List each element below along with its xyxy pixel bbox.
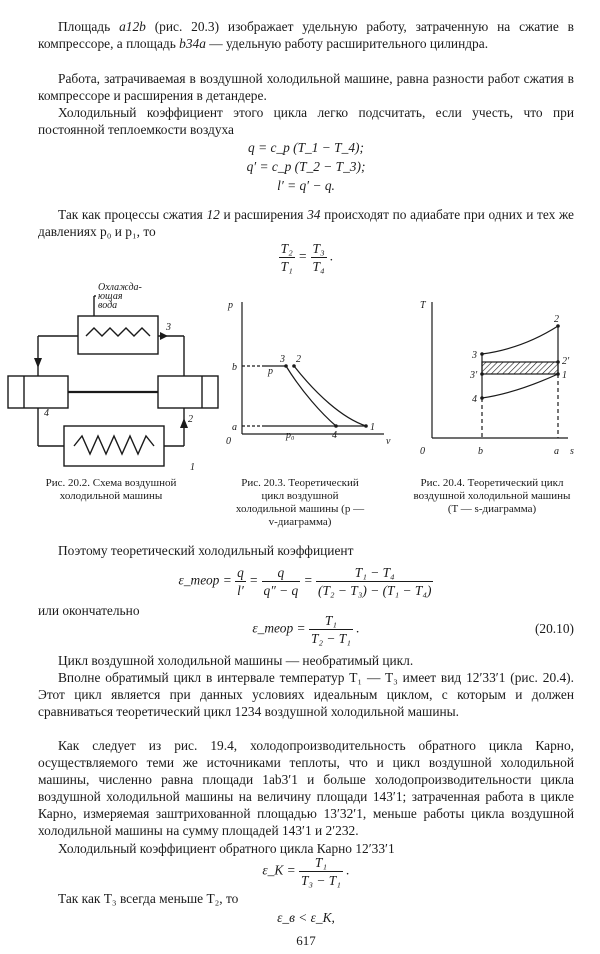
denominator: T₂ − T₁ (310, 631, 351, 646)
paragraph-4 (38, 206, 574, 240)
box-label: вода (98, 300, 118, 311)
pressure-label: p (268, 366, 273, 377)
cooler-coil (86, 328, 150, 336)
axis-label: T (420, 300, 426, 311)
fraction (311, 240, 327, 275)
period: . (356, 620, 360, 636)
equation-1: q = c_p (T_1 − T_4); (248, 140, 364, 155)
paragraph-6: или окончательно (38, 603, 140, 618)
hatched-area (482, 362, 558, 374)
equation-8: ε_в < ε_К, (277, 910, 335, 925)
cool-curve (482, 374, 558, 398)
point-label: a (554, 446, 559, 457)
text: и расширения (219, 207, 308, 222)
text: происходят по адиабате при одних и тех же давлениях p₀ и p₁, то (38, 207, 574, 239)
axis-label: p (228, 300, 233, 311)
lhs: ε_теор = (178, 572, 232, 588)
equals-sign: = (298, 248, 311, 264)
fraction (235, 564, 246, 599)
point-label: 4 (472, 394, 477, 405)
paragraph-8: Вполне обратимый цикл в интервале температур T₁ — T₃ имеет вид 12′33′1 (рис. 20.4). Этот цикл является при данных условиях идеальным циклом, с которым и должен сравниваться теоретический цикл 1234 воздушной холодильной машины. (38, 670, 574, 719)
point-label: 3 (166, 322, 171, 333)
denominator: T₃ − T₁ (300, 873, 341, 888)
origin-label: 0 (226, 436, 231, 447)
point-label: 3′ (470, 370, 478, 381)
equation-4 (38, 240, 574, 275)
text: — удельную работу расширительного цилиндра. (205, 36, 489, 51)
point-label: 1 (562, 370, 567, 381)
area-label: a12b (119, 19, 146, 34)
expander-cylinder (8, 376, 68, 408)
figure-20-2-scheme (4, 276, 236, 472)
point-label: b (232, 362, 237, 373)
denominator: T₄ (312, 259, 325, 274)
numerator: T₁ − T₄ (316, 564, 433, 582)
paragraph-10: Холодильный коэффициент обратного цикла Карно 12′33′1 (58, 841, 395, 856)
equation-3: l′ = q′ − q. (277, 178, 335, 193)
point-label: 2 (188, 414, 193, 425)
fraction (309, 612, 353, 647)
point-label: 2 (554, 314, 559, 325)
figure-20-4-caption: Рис. 20.4. Теоретический цикл воздушной холодильной машины (T — s-диаграмма) (413, 477, 571, 515)
process-label: 12 (206, 207, 220, 222)
numerator: T₃ (312, 241, 325, 256)
paragraph-9: Как следует из рис. 19.4, холодопроизводительность обратного цикла Карно, осуществляемого теми же источниками теплоты, что и цикл воздушной холодильной машины, численно равна площади 1ab3′1 и больше холодопроизводительности цикла воздушной холодильной машины на величину площади 143′1; затраченная работа в цикле Карно, измеряемая заштрихованной площадью 13′32′1, меньше работы цикла воздушной холодильной машины на сумму площадей 143′1 и 2′232. (38, 738, 574, 838)
figure-20-3-caption: Рис. 20.3. Теоретический цикл воздушной холодильной машины (p — v-диаграмма) (235, 477, 365, 528)
fraction (299, 854, 343, 889)
heat-curve (482, 326, 558, 354)
numerator: T₂ (280, 241, 293, 256)
page-number: 617 (296, 933, 316, 948)
point-label: a (232, 422, 237, 433)
text: Площадь (58, 19, 120, 34)
axis-label: v (386, 436, 391, 447)
box-label: Охлажда- (98, 282, 142, 293)
lhs: ε_К = (262, 862, 296, 878)
equals-sign: = (249, 572, 262, 588)
period: . (346, 862, 350, 878)
point-label: 2 (296, 354, 301, 365)
fraction (262, 564, 301, 599)
paragraph-3: Холодильный коэффициент этого цикла легко подсчитать, если учесть, что при постоянной теплоемкости воздуха (38, 105, 574, 137)
equation-number: (20.10) (534, 621, 574, 636)
point-label: 1 (190, 462, 195, 472)
paragraph-2: Работа, затрачиваемая в воздушной холодильной машине, равна разности работ сжатия в компрессоре и расширения в детандере. (38, 71, 574, 103)
figure-20-3-pv-diagram (224, 294, 396, 462)
refrigerator-coil (74, 436, 154, 454)
box-label: ющая (98, 291, 123, 302)
equals-sign: = (303, 572, 316, 588)
point-label: 3 (280, 354, 285, 365)
fraction (279, 240, 295, 275)
denominator: T₁ (280, 259, 293, 274)
cooler-box (78, 316, 158, 354)
compressor-cylinder (158, 376, 218, 408)
lhs: ε_теор = (252, 620, 306, 636)
paragraph-7: Цикл воздушной холодильной машины — необратимый цикл. (58, 653, 414, 668)
text: Так как процессы сжатия (58, 207, 207, 222)
denominator: q″ − q (263, 583, 299, 598)
point-label: 2′ (562, 356, 570, 367)
area-label: b34a (179, 36, 206, 51)
origin-label: 0 (420, 446, 425, 457)
paragraph-11: Так как T₃ всегда меньше T₂, то (58, 891, 239, 906)
expansion-curve (286, 366, 336, 426)
denominator: l′ (237, 583, 244, 598)
compression-curve (294, 366, 366, 426)
axis-label: s (570, 446, 574, 457)
refrigerator-box (64, 426, 164, 466)
equation-6 (38, 612, 574, 647)
pressure-label: p₀ (286, 430, 295, 441)
point-label: 4 (332, 430, 337, 441)
point-label: 3 (472, 350, 477, 361)
text: (рис. 20.3) изображает удельную работу, затраченную на сжатие в компрессоре, а площадь (38, 19, 575, 51)
fraction (316, 564, 433, 599)
equation-2: q′ = c_p (T_2 − T_3); (246, 159, 366, 174)
numerator: T₁ (299, 854, 343, 872)
period: . (329, 248, 334, 264)
denominator: (T₂ − T₃) − (T₁ − T₄) (318, 583, 432, 598)
numerator: q (237, 565, 244, 580)
point-label: b (478, 446, 483, 457)
paragraph-1 (38, 18, 574, 52)
numerator: T₁ (309, 612, 353, 630)
process-label: 34 (307, 207, 321, 222)
figure-20-4-ts-diagram (418, 294, 578, 462)
equation-7 (38, 854, 574, 889)
point-label: 1 (370, 422, 375, 433)
point-label: 4 (44, 408, 49, 419)
numerator: q (262, 564, 301, 582)
equation-5 (38, 564, 574, 599)
paragraph-5: Поэтому теоретический холодильный коэффициент (58, 543, 354, 558)
figure-20-2-caption: Рис. 20.2. Схема воздушной холодильной машины (45, 477, 177, 502)
